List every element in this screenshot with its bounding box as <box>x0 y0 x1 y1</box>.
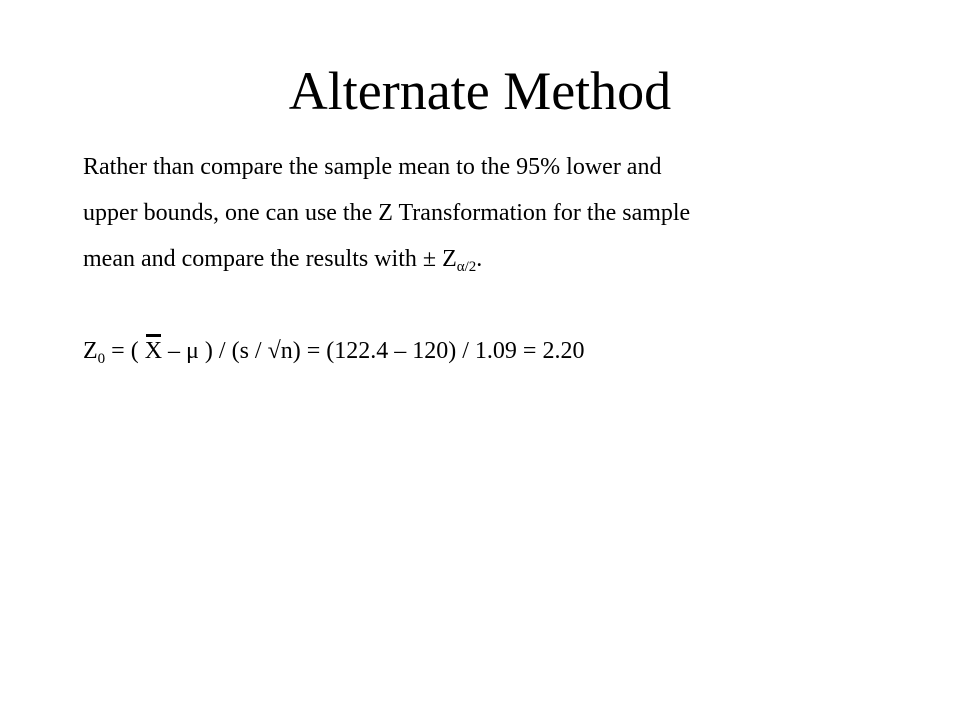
z-subscript: 0 <box>97 351 106 367</box>
body-line-3-text: mean and compare the results with ± Z <box>83 246 457 272</box>
alpha-half-subscript: α/2 <box>456 259 477 275</box>
body-line-2: upper bounds, one can use the Z Transformation for the sample <box>83 200 691 226</box>
slide-title: Alternate Method <box>288 61 672 121</box>
body-line-3-end: . <box>476 246 483 272</box>
z-symbol: Z <box>83 338 98 364</box>
z-equation <box>83 328 584 374</box>
equation-open: = ( <box>105 338 145 364</box>
body-paragraph <box>83 144 883 282</box>
body-line-3 <box>83 236 883 282</box>
equation-rest: – μ ) / (s / √n) = (122.4 – 120) / 1.09 = 2.20 <box>162 338 585 364</box>
x-bar-symbol: X <box>145 328 162 374</box>
body-line-1: Rather than compare the sample mean to the 95% lower and <box>83 154 662 180</box>
